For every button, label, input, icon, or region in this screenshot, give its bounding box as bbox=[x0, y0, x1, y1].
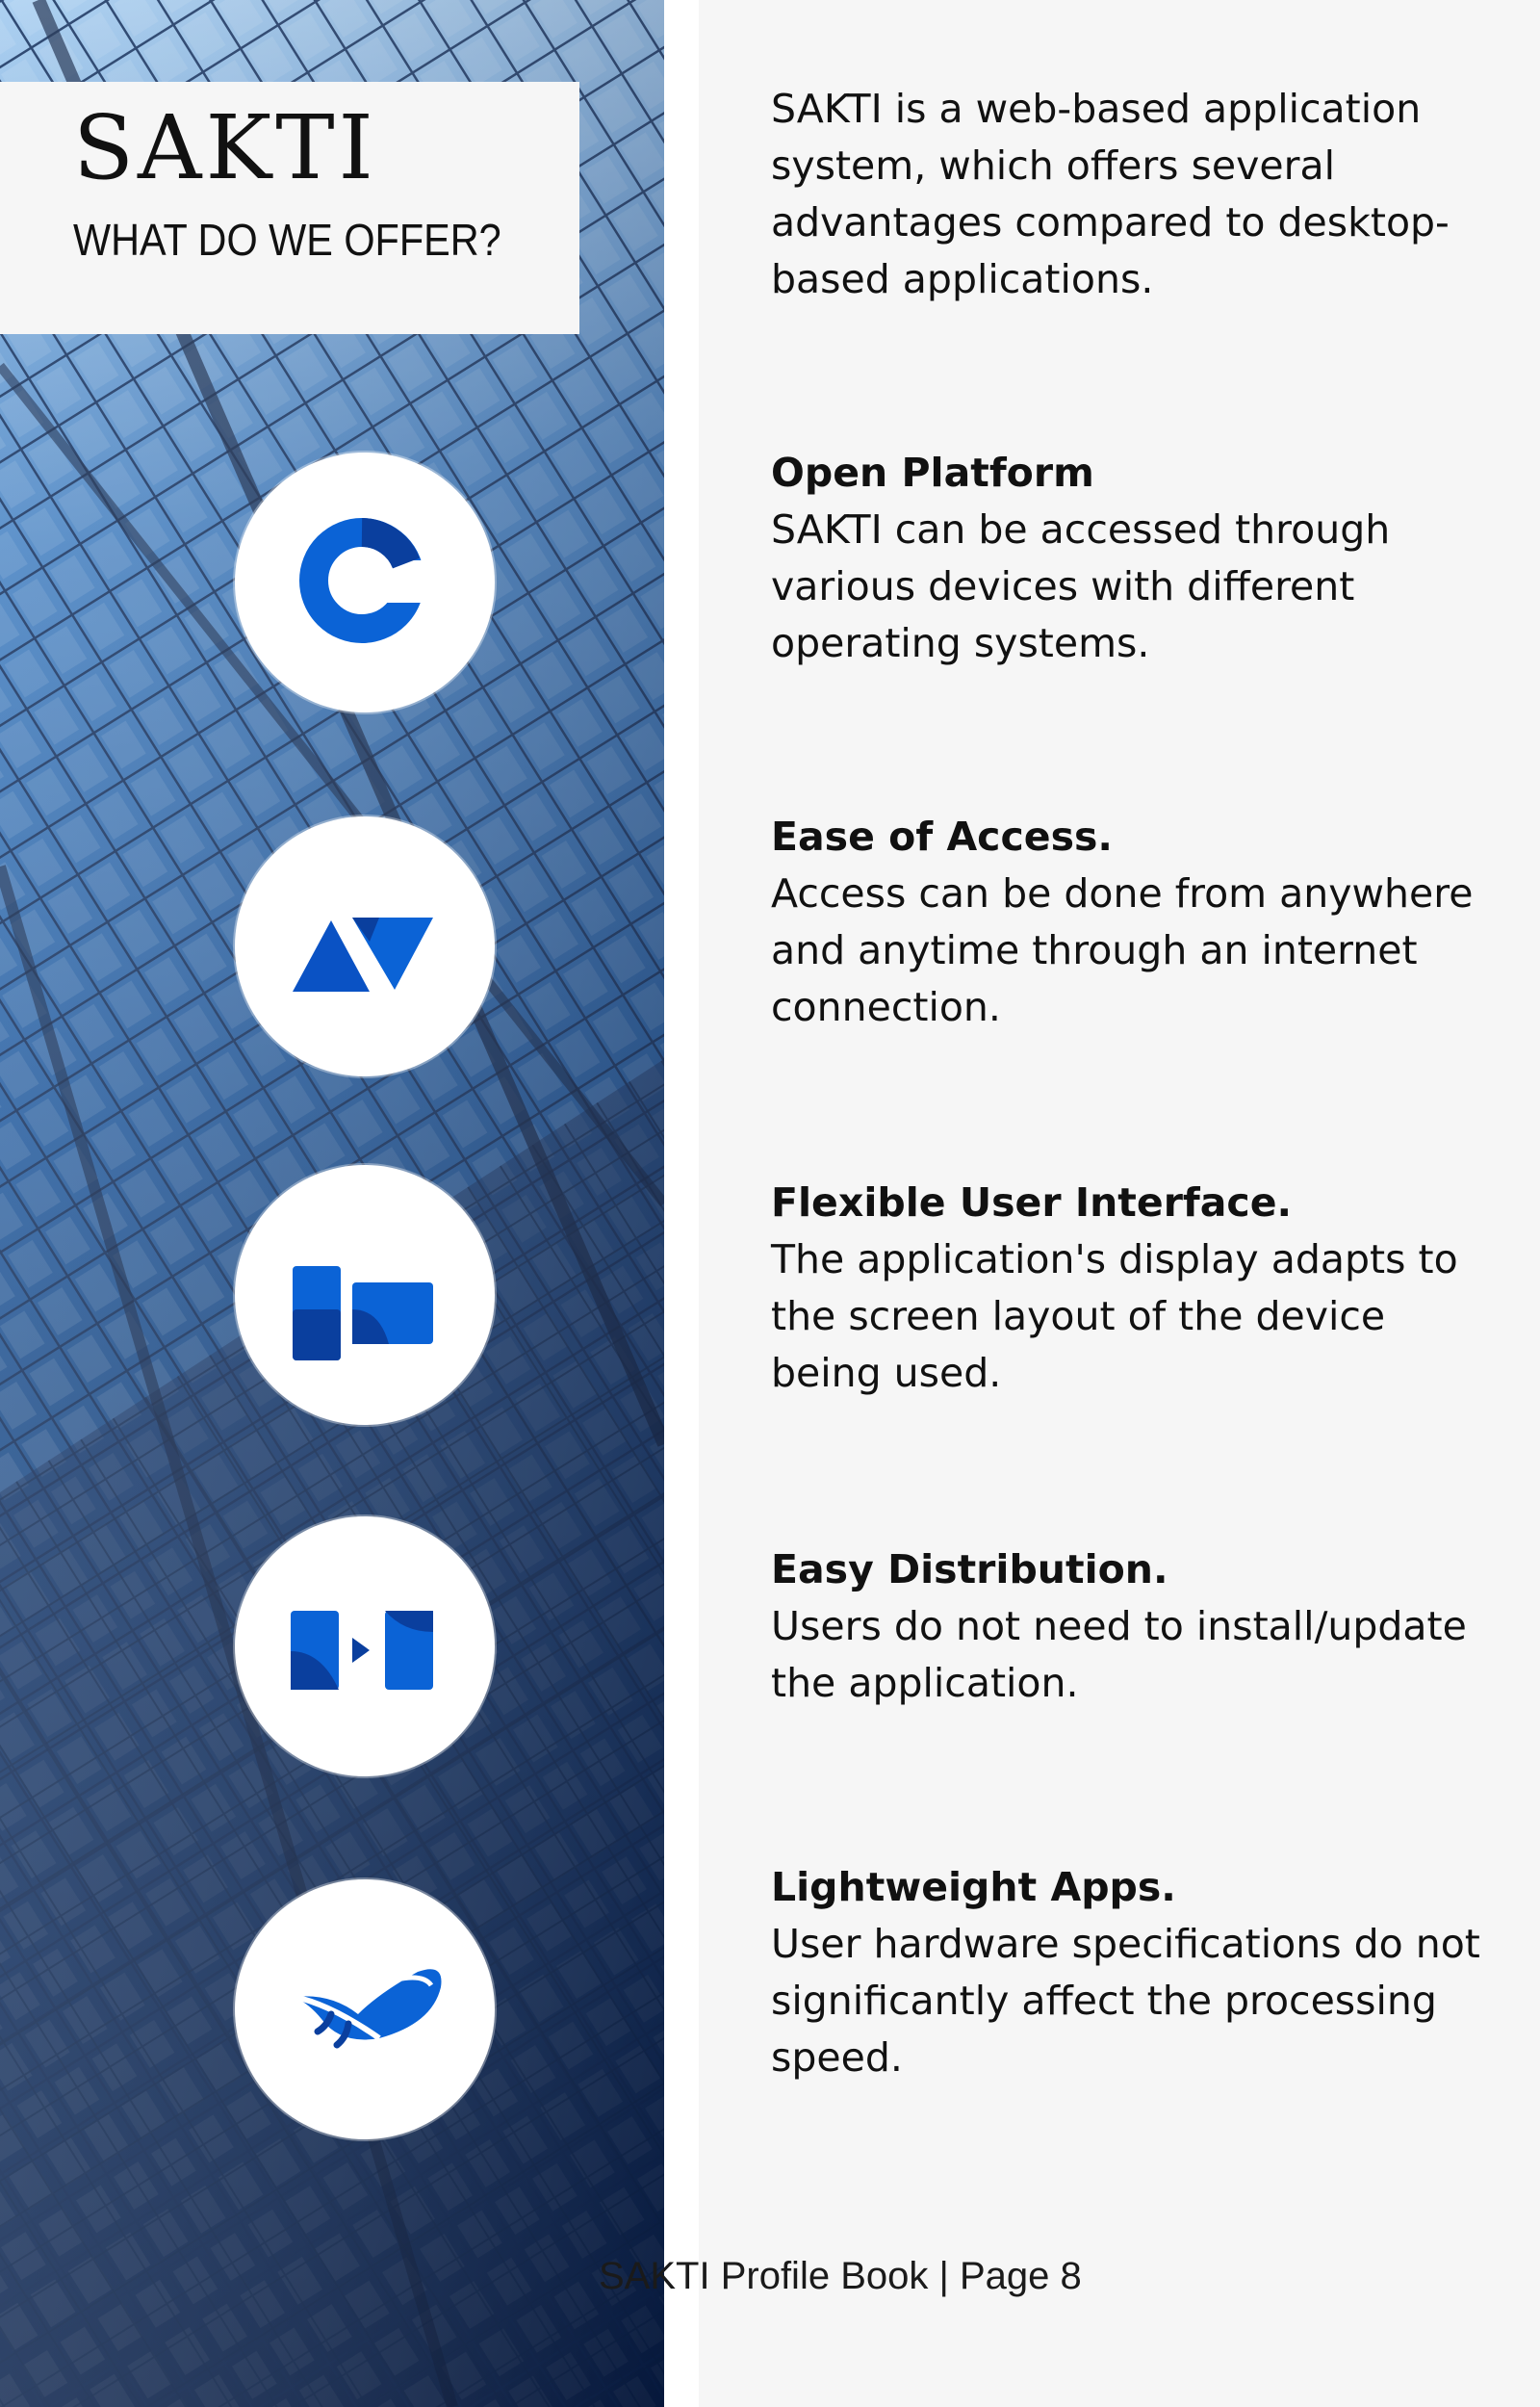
open-platform-icon-circle bbox=[235, 453, 495, 712]
feature-heading: Open Platform bbox=[771, 450, 1094, 496]
feature-body: User hardware specifications do not significantly affect the processing speed. bbox=[771, 1921, 1480, 2081]
page-title: SAKTI bbox=[73, 96, 377, 199]
feature-body: The application's display adapts to the screen layout of the device being used. bbox=[771, 1236, 1458, 1396]
play-distribution-icon bbox=[235, 1516, 495, 1776]
divider-strip bbox=[664, 0, 699, 2407]
ease-of-access-icon-circle bbox=[235, 816, 495, 1076]
feature-body: Access can be done from anywhere and anytime through an internet connection. bbox=[771, 870, 1474, 1030]
feather-icon bbox=[235, 1879, 495, 2139]
lightweight-apps-icon-circle bbox=[235, 1879, 495, 2139]
c-logo-icon bbox=[235, 453, 495, 712]
triangles-icon bbox=[235, 816, 495, 1076]
feature-flexible-ui bbox=[771, 1175, 1483, 1402]
easy-distribution-icon-circle bbox=[235, 1516, 495, 1776]
page-subtitle: WHAT DO WE OFFER? bbox=[73, 215, 501, 265]
page-footer: SAKTI Profile Book | Page 8 bbox=[599, 2255, 1082, 2297]
feature-heading: Ease of Access. bbox=[771, 814, 1113, 860]
flexible-ui-icon-circle bbox=[235, 1165, 495, 1425]
feature-heading: Easy Distribution. bbox=[771, 1546, 1168, 1592]
intro-text: SAKTI is a web-based application system, which offers several advantages compared to desktop-based applications. bbox=[771, 86, 1450, 302]
feature-ease-of-access bbox=[771, 809, 1483, 1036]
layout-blocks-icon bbox=[235, 1165, 495, 1425]
feature-heading: Flexible User Interface. bbox=[771, 1179, 1293, 1226]
feature-heading: Lightweight Apps. bbox=[771, 1864, 1176, 1910]
feature-body: Users do not need to install/update the application. bbox=[771, 1603, 1467, 1706]
intro-paragraph bbox=[771, 81, 1483, 308]
feature-easy-distribution bbox=[771, 1541, 1483, 1712]
feature-lightweight-apps bbox=[771, 1859, 1483, 2086]
feature-body: SAKTI can be accessed through various devices with different operating systems. bbox=[771, 506, 1391, 666]
feature-open-platform bbox=[771, 445, 1483, 672]
